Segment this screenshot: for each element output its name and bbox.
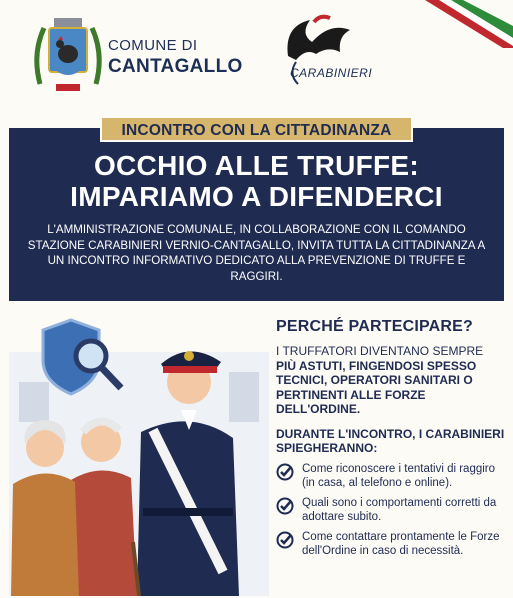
main-title [9, 150, 504, 212]
why-text-bold: PIÙ ASTUTI, FINGENDOSI SPESSO TECNICI, OPERATORI SANITARI O PERTINENTI ALLE FORZE DELL'ORDINE. [276, 358, 477, 416]
checklist-item [276, 530, 506, 558]
event-tagline: INCONTRO CON LA CITTADINANZA [100, 116, 413, 142]
intro-text: L'AMMINISTRAZIONE COMUNALE, IN COLLABORAZIONE CON IL COMANDO STAZIONE CARABINIERI VERNIO-CANTAGALLO, INVITA TUTTA LA CITTADINANZA A UN INCONTRO INFORMATIVO DEDICATO ALLA PREVENZIONE DI TRUFFE E RAGGIRI. [27, 223, 486, 283]
carabinieri-logo [270, 12, 380, 100]
why-paragraph [276, 344, 506, 417]
comune-name [108, 38, 243, 76]
info-section [276, 318, 506, 564]
carabinieri-label: CARABINIERI [290, 66, 373, 80]
explain-subheading: DURANTE L'INCONTRO, I CARABINIERI SPIEGHERANNO: [276, 426, 505, 455]
title-line1: OCCHIO ALLE TRUFFE: [93, 150, 420, 181]
why-heading: PERCHÉ PARTECIPARE? [276, 318, 474, 335]
checkmark-icon [276, 497, 294, 515]
comune-line1: COMUNE DI [108, 37, 198, 54]
title-line2: IMPARIAMO A DIFENDERCI [70, 181, 443, 212]
carabiniere-elderly-illustration [9, 312, 269, 596]
checklist-item-text: Quali sono i comportamenti corretti da adottare subito. [302, 496, 497, 523]
checklist-item-text: Come contattare prontamente le Forze dell'Ordine in caso di necessità. [302, 530, 500, 557]
checklist [276, 462, 506, 558]
checkmark-icon [276, 463, 294, 481]
checklist-item [276, 496, 506, 524]
comune-line2: CANTAGALLO [108, 56, 243, 77]
checklist-item-text: Come riconoscere i tentativi di raggiro (in casa, al telefono e online). [302, 462, 496, 489]
checkmark-icon [276, 531, 294, 549]
why-text-plain: I TRUFFATORI DIVENTANO SEMPRE [276, 344, 484, 358]
italian-flag-ribbon [403, 0, 513, 48]
coat-of-arms-logo [30, 14, 106, 106]
checklist-item [276, 462, 506, 490]
header [0, 0, 513, 118]
